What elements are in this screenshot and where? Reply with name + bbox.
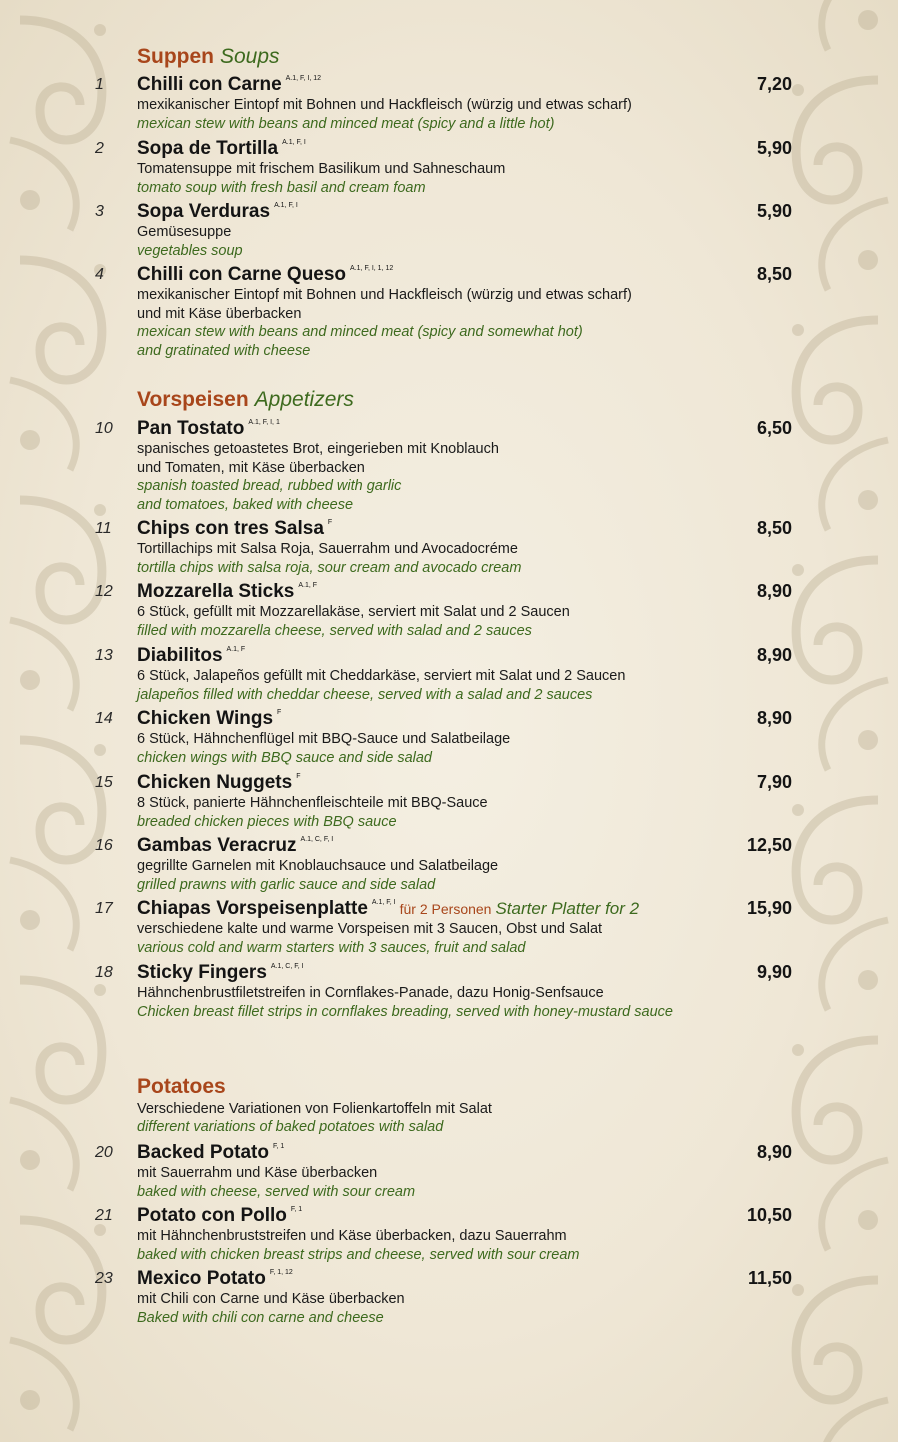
item-name <box>137 645 245 667</box>
item-name-text: Chilli con Carne Queso <box>137 264 347 285</box>
item-number: 21 <box>95 1207 113 1224</box>
item-allergens: F, 1 <box>272 1143 285 1150</box>
item-description-en: baked with chicken breast strips and cheese, served with sour cream <box>137 1246 580 1263</box>
section-title-de: Vorspeisen <box>137 388 249 411</box>
item-name-text: Sopa Verduras <box>137 201 271 222</box>
item-price: 12,50 <box>746 835 792 855</box>
item-name <box>137 772 300 794</box>
item-description-en: vegetables soup <box>137 242 243 259</box>
item-description-de: verschiedene kalte und warme Vorspeisen mit 3 Saucen, Obst und Salat <box>137 921 603 937</box>
item-price: 8,50 <box>756 518 792 538</box>
item-description-de: mit Chili con Carne und Käse überbacken <box>137 1291 405 1307</box>
item-number: 13 <box>95 647 113 664</box>
item-description-de: mexikanischer Eintopf mit Bohnen und Hackfleisch (würzig und etwas scharf) <box>137 287 632 303</box>
item-name-text: Chiapas Vorspeisenplatte <box>137 898 368 919</box>
item-description-de: mit Hähnchenbruststreifen und Käse überbacken, dazu Sauerrahm <box>137 1228 567 1244</box>
item-name-text: Pan Tostato <box>137 418 245 439</box>
item-price: 8,90 <box>756 1142 792 1162</box>
item-name-text: Gambas Veracruz <box>137 835 297 856</box>
item-number: 1 <box>95 76 104 93</box>
item-description-en: filled with mozzarella cheese, served with salad and 2 sauces <box>137 622 532 639</box>
item-price: 7,20 <box>756 74 792 94</box>
item-extra-en: Starter Platter for 2 <box>495 899 640 918</box>
item-allergens: A.1, C, F, I <box>270 963 304 970</box>
item-allergens: A.1, C, F, I <box>300 836 334 843</box>
item-allergens: A.1, F, I <box>282 139 306 146</box>
item-price: 9,90 <box>756 962 792 982</box>
item-description-en: various cold and warm starters with 3 sauces, fruit and salad <box>137 939 526 956</box>
item-price: 5,90 <box>756 201 792 221</box>
item-allergens: A.1, F, I <box>371 899 396 906</box>
item-description-de: mexikanischer Eintopf mit Bohnen und Hackfleisch (würzig und etwas scharf) <box>137 97 632 113</box>
item-description-de: und mit Käse überbacken <box>137 305 302 322</box>
item-description-en: tomato soup with fresh basil and cream foam <box>137 179 426 196</box>
item-name <box>137 1268 293 1290</box>
item-description-de: Tortillachips mit Salsa Roja, Sauerrahm und Avocadocréme <box>137 541 518 557</box>
section-intro-en: different variations of baked potatoes with salad <box>137 1119 444 1135</box>
item-description-en: chicken wings with BBQ sauce and side salad <box>137 749 432 766</box>
item-price: 5,90 <box>756 138 792 158</box>
item-number: 20 <box>95 1144 113 1161</box>
item-name <box>137 962 304 984</box>
item-name <box>137 138 306 160</box>
section-intro-de: Verschiedene Variationen von Folienkartoffeln mit Salat <box>137 1101 492 1117</box>
item-price: 10,50 <box>746 1205 792 1225</box>
item-allergens: F <box>327 519 333 526</box>
item-allergens: A.1, F, I <box>274 202 298 209</box>
item-name <box>137 518 332 540</box>
item-name <box>137 264 393 286</box>
item-description-en: jalapeños filled with cheddar cheese, served with a salad and 2 sauces <box>137 686 593 703</box>
item-description-de: spanisches getoastetes Brot, eingerieben mit Knoblauch <box>137 441 499 457</box>
item-name <box>137 1205 302 1227</box>
item-name-text: Sticky Fingers <box>137 962 267 983</box>
item-price: 8,90 <box>756 708 792 728</box>
item-description-en: Baked with chili con carne and cheese <box>137 1309 384 1326</box>
item-name <box>137 418 280 440</box>
item-allergens: A.1, F <box>226 646 246 653</box>
item-name-text: Chips con tres Salsa <box>137 518 324 539</box>
item-allergens: F, 1, 12 <box>269 1269 293 1276</box>
item-description-en: mexican stew with beans and minced meat (spicy and a little hot) <box>137 115 555 132</box>
item-name <box>137 1142 284 1164</box>
item-number: 2 <box>95 140 104 157</box>
item-description-de: gegrillte Garnelen mit Knoblauchsauce und Salatbeilage <box>137 858 499 874</box>
item-name-text: Backed Potato <box>137 1142 269 1163</box>
item-description-de: Gemüsesuppe <box>137 224 232 240</box>
section-title-en: Soups <box>220 45 280 68</box>
item-number: 10 <box>95 420 113 437</box>
item-allergens: A.1, F <box>298 582 318 589</box>
item-description-de: und Tomaten, mit Käse überbacken <box>137 459 365 476</box>
item-description-en: breaded chicken pieces with BBQ sauce <box>137 813 397 830</box>
section-title-en: Appetizers <box>254 388 354 411</box>
item-description-de: Tomatensuppe mit frischem Basilikum und Sahneschaum <box>137 161 506 177</box>
item-name-text: Chicken Nuggets <box>137 772 293 793</box>
item-allergens: A.1, F, I, 12 <box>285 75 322 82</box>
item-name-text: Mozzarella Sticks <box>137 581 295 602</box>
item-number: 15 <box>95 774 113 791</box>
item-number: 18 <box>95 964 113 981</box>
section-title-de: Suppen <box>137 45 214 68</box>
item-name <box>137 708 281 730</box>
item-number: 14 <box>95 710 113 727</box>
item-name-text: Chicken Wings <box>137 708 274 729</box>
item-description-de: 6 Stück, gefüllt mit Mozzarellakäse, serviert mit Salat und 2 Saucen <box>137 604 570 620</box>
item-name-text: Sopa de Tortilla <box>137 138 279 159</box>
item-name-text: Mexico Potato <box>137 1268 266 1289</box>
section-title <box>137 1075 226 1099</box>
item-name-text: Diabilitos <box>137 645 223 666</box>
item-description-en: baked with cheese, served with sour cream <box>137 1183 416 1200</box>
item-number: 17 <box>95 900 113 917</box>
item-number: 11 <box>95 520 112 537</box>
item-allergens: A.1, F, I, 1, 12 <box>350 265 394 272</box>
item-allergens: F, 1 <box>290 1206 303 1213</box>
item-description-de: 6 Stück, Hähnchenflügel mit BBQ-Sauce und Salatbeilage <box>137 731 511 747</box>
item-name <box>137 74 321 96</box>
item-name <box>137 898 639 920</box>
item-description-en: tortilla chips with salsa roja, sour cream and avocado cream <box>137 559 522 576</box>
item-name-text: Potato con Pollo <box>137 1205 287 1226</box>
item-price: 6,50 <box>756 418 792 438</box>
item-allergens: F <box>277 709 282 716</box>
item-description-en: grilled prawns with garlic sauce and side salad <box>137 876 436 893</box>
item-price: 15,90 <box>746 898 792 918</box>
item-price: 8,90 <box>756 581 792 601</box>
item-number: 4 <box>95 266 104 283</box>
item-extra-de: für 2 Personen <box>399 901 492 917</box>
section-title <box>137 388 354 412</box>
item-description-en: spanish toasted bread, rubbed with garlic <box>137 478 402 494</box>
item-description-de: Hähnchenbrustfiletstreifen in Cornflakes-Panade, dazu Honig-Senfsauce <box>137 985 604 1001</box>
item-description-en: and tomatoes, baked with cheese <box>137 496 354 513</box>
item-name-text: Chilli con Carne <box>137 74 282 95</box>
item-description-en: Chicken breast fillet strips in cornflakes breading, served with honey-mustard sauce <box>137 1003 673 1020</box>
section-title-de: Potatoes <box>137 1075 226 1098</box>
item-description-en: and gratinated with cheese <box>137 342 311 359</box>
item-description-de: mit Sauerrahm und Käse überbacken <box>137 1165 378 1181</box>
item-number: 3 <box>95 203 104 220</box>
item-allergens: F <box>296 773 301 780</box>
item-number: 12 <box>95 583 113 600</box>
item-allergens: A.1, F, I, 1 <box>248 419 280 426</box>
item-name <box>137 201 298 223</box>
item-price: 7,90 <box>756 772 792 792</box>
item-price: 11,50 <box>747 1268 792 1288</box>
item-description-de: 6 Stück, Jalapeños gefüllt mit Cheddarkäse, serviert mit Salat und 2 Saucen <box>137 668 626 684</box>
item-description-en: mexican stew with beans and minced meat (spicy and somewhat hot) <box>137 324 583 340</box>
item-number: 23 <box>95 1270 113 1287</box>
item-name <box>137 581 317 603</box>
item-description-de: 8 Stück, panierte Hähnchenfleischteile mit BBQ-Sauce <box>137 795 488 811</box>
item-price: 8,90 <box>756 645 792 665</box>
item-number: 16 <box>95 837 113 854</box>
item-price: 8,50 <box>756 264 792 284</box>
item-name <box>137 835 333 857</box>
section-title <box>137 45 280 69</box>
